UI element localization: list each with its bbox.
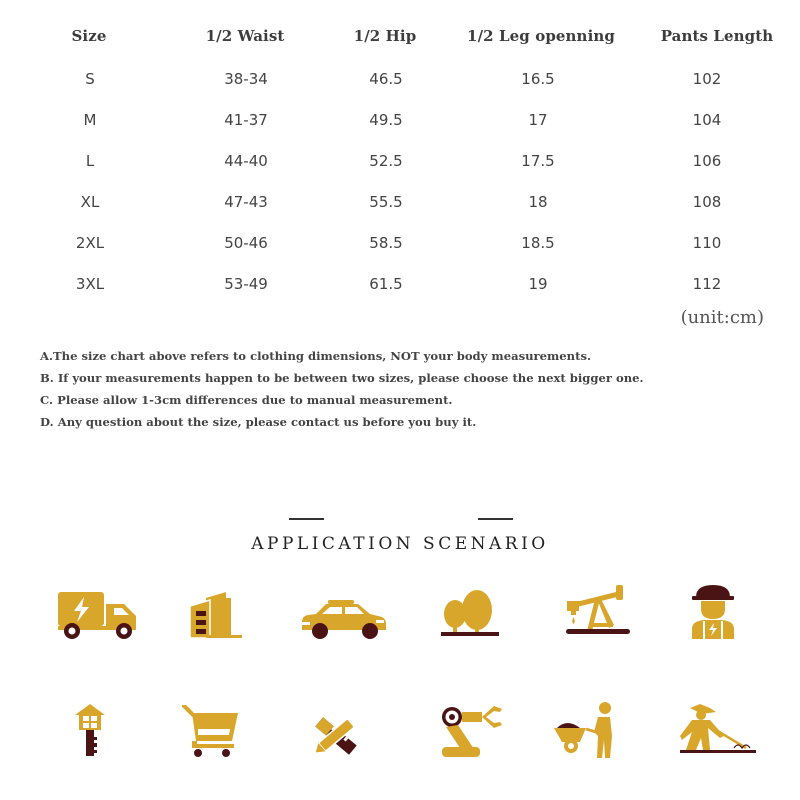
cell-size: 3XL [75, 275, 105, 293]
unit-label: (unit:cm) [680, 307, 764, 328]
cell-leg-opening: 17 [528, 111, 548, 129]
header-pants-length: Pants Length [660, 27, 774, 45]
cell-waist: 44-40 [224, 152, 268, 170]
cell-hip: 61.5 [369, 275, 403, 293]
cell-pants-length: 102 [692, 70, 722, 88]
section-title: APPLICATION SCENARIO [251, 534, 549, 554]
cell-pants-length: 104 [692, 111, 722, 129]
cell-pants-length: 106 [692, 152, 722, 170]
cell-hip: 49.5 [369, 111, 403, 129]
cell-leg-opening: 18 [528, 193, 548, 211]
ruler-pencil-icon [310, 712, 362, 760]
cell-hip: 46.5 [369, 70, 403, 88]
header-half-leg-opening: 1/2 Leg openning [467, 27, 615, 45]
cell-hip: 55.5 [369, 193, 403, 211]
trees-icon [440, 588, 502, 640]
building-icon [188, 590, 244, 640]
car-icon [300, 600, 388, 640]
header-size: Size [71, 27, 107, 45]
electrician-worker-icon [690, 583, 736, 639]
cell-waist: 41-37 [224, 111, 268, 129]
robotic-arm-icon [440, 703, 506, 759]
cell-leg-opening: 19 [528, 275, 548, 293]
note-c: C. Please allow 1-3cm differences due to manual measurement. [40, 393, 453, 407]
electric-truck-icon [58, 590, 140, 640]
note-b: B. If your measurements happen to be between two sizes, please choose the next bigger one. [40, 371, 644, 385]
size-notes [40, 345, 644, 433]
note-d: D. Any question about the size, please contact us before you buy it. [40, 415, 477, 429]
cell-waist: 38-34 [224, 70, 268, 88]
cell-leg-opening: 16.5 [521, 70, 555, 88]
cell-hip: 58.5 [369, 234, 403, 252]
cell-pants-length: 108 [692, 193, 722, 211]
cell-pants-length: 110 [692, 234, 722, 252]
note-a: A.The size chart above refers to clothing dimensions, NOT your body measurements. [40, 349, 592, 363]
cell-waist: 47-43 [224, 193, 268, 211]
cell-size: 2XL [75, 234, 105, 252]
wheelbarrow-worker-icon [552, 702, 622, 758]
cell-size: S [85, 70, 95, 88]
cell-leg-opening: 17.5 [521, 152, 555, 170]
cell-size: XL [80, 193, 100, 211]
cell-hip: 52.5 [369, 152, 403, 170]
cell-pants-length: 112 [692, 275, 722, 293]
cell-size: M [83, 111, 97, 129]
oil-pump-icon [562, 585, 630, 637]
divider-left [289, 518, 324, 520]
cell-waist: 53-49 [224, 275, 268, 293]
house-key-icon [74, 703, 106, 759]
cell-waist: 50-46 [224, 234, 268, 252]
divider-right [478, 518, 513, 520]
shopping-cart-icon [180, 705, 240, 757]
farmer-hoe-icon [676, 702, 756, 758]
header-half-hip: 1/2 Hip [353, 27, 417, 45]
cell-leg-opening: 18.5 [521, 234, 555, 252]
header-half-waist: 1/2 Waist [205, 27, 285, 45]
cell-size: L [85, 152, 95, 170]
